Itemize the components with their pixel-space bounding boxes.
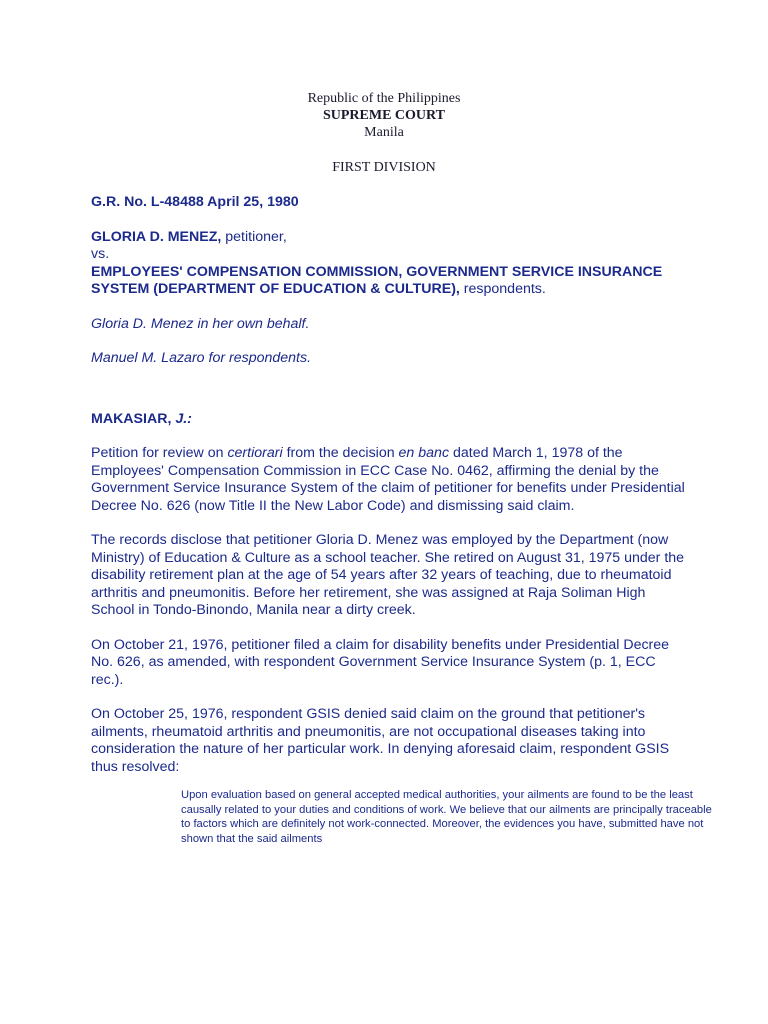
petitioner-role: petitioner, bbox=[221, 228, 287, 245]
respondent-names: EMPLOYEES' COMPENSATION COMMISSION, GOVERNMENT SERVICE INSURANCE SYSTEM (DEPARTMENT OF EDUCATION & CULTURE), bbox=[91, 263, 663, 297]
ponente-name: MAKASIAR, bbox=[91, 410, 172, 427]
counsel-petitioner: Gloria D. Menez in her own behalf. bbox=[91, 315, 310, 332]
versus-label: vs. bbox=[91, 246, 110, 262]
court-name: SUPREME COURT bbox=[322, 108, 445, 123]
paragraph-1-text-c: from the decision bbox=[282, 445, 399, 461]
court-city: Manila bbox=[364, 125, 404, 140]
ponente-title: J.: bbox=[171, 410, 192, 427]
ponente-line bbox=[91, 411, 691, 429]
paragraph-1-text-a: Petition for review on bbox=[91, 445, 228, 461]
petitioner-name: GLORIA D. MENEZ, bbox=[91, 228, 222, 245]
case-parties bbox=[91, 229, 691, 299]
paragraph-1-text-e: dated March 1, 1978 of the Employees' Compensation Commission in ECC Case No. 0462, affirming the denial by the Government Service Insurance System of the claim of petitioner for benefits under Presidential Decree No. 626 (now Title II the New Labor Code) and dismissing said claim. bbox=[91, 445, 685, 514]
paragraph-4: On October 25, 1976, respondent GSIS denied said claim on the ground that petitioner's ailments, rheumatoid arthritis and pneumonitis, are not occupational diseases taking into consideration the nature of her particular work. In denying aforesaid claim, respondent GSIS thus resolved: bbox=[91, 706, 670, 775]
court-header bbox=[0, 90, 768, 141]
respondent-role: respondents. bbox=[459, 281, 546, 297]
paragraph-1 bbox=[91, 445, 691, 515]
division-label: FIRST DIVISION bbox=[332, 160, 436, 175]
certiorari-term: certiorari bbox=[227, 445, 283, 461]
decision-body bbox=[91, 194, 712, 846]
en-banc-term: en banc bbox=[398, 445, 450, 461]
paragraph-2: The records disclose that petitioner Gloria D. Menez was employed by the Department (now Ministry) of Education & Culture as a school teacher. She retired on August 31, 1975 under the disability retirement plan at the age of 54 years after 32 years of teaching, due to rheumatoid arthritis and pneumonitis. Before her retirement, she was assigned at Raja Soliman High School in Tondo-Binondo, Manila near a dirty creek. bbox=[91, 532, 685, 618]
counsel-respondents: Manuel M. Lazaro for respondents. bbox=[91, 350, 312, 366]
block-quote: Upon evaluation based on general accepted medical authorities, your ailments are found to be the least causally related to your duties and conditions of work. We believe that our ailments are principally traceable to factors which are definitely not work-connected. Moreover, the evidences you have, submitted have not shown that the said ailments bbox=[181, 789, 712, 845]
case-number: G.R. No. L-48488 April 25, 1980 bbox=[91, 194, 299, 210]
paragraph-3: On October 21, 1976, petitioner filed a claim for disability benefits under Presidential Decree No. 626, as amended, with respondent Government Service Insurance System (p. 1, ECC rec.). bbox=[91, 636, 670, 688]
republic-line: Republic of the Philippines bbox=[307, 91, 461, 106]
